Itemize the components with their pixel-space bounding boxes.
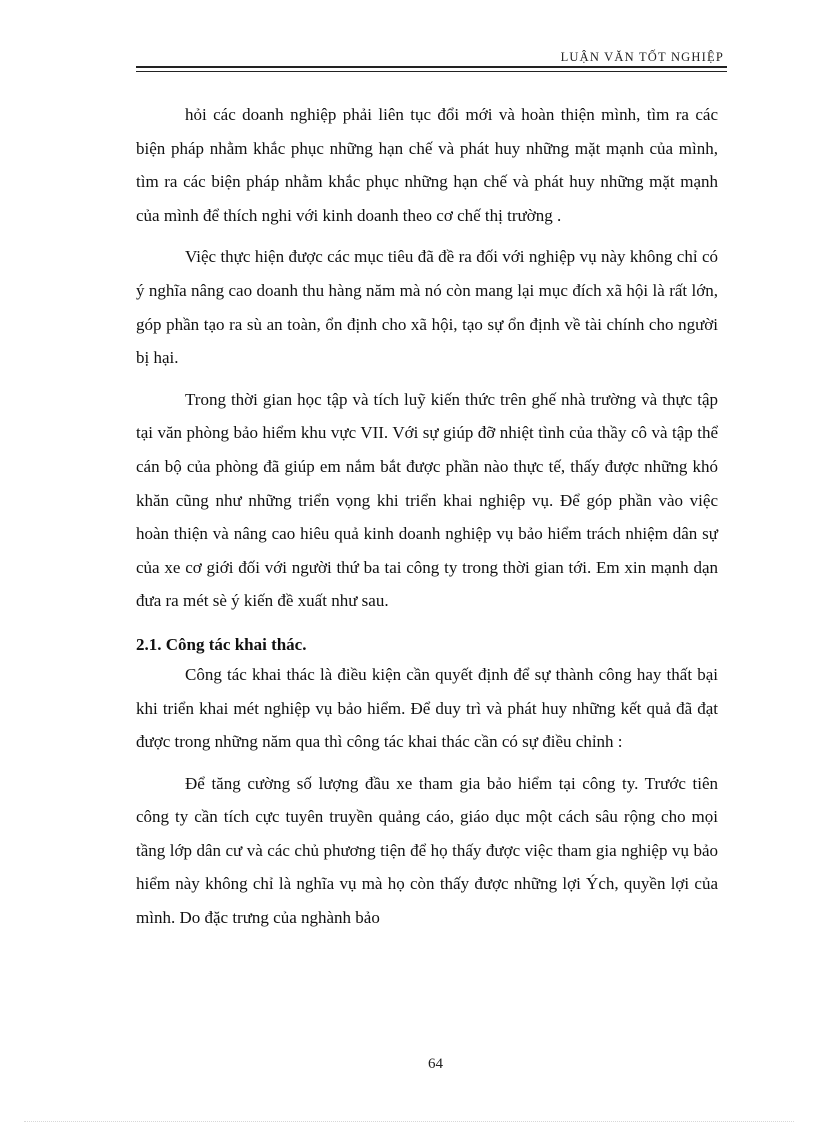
header-rule-thin <box>136 71 727 72</box>
running-header-title: LUẬN VĂN TỐT NGHIỆP <box>560 50 724 64</box>
section-paragraph-1: Công tác khai thác là điều kiện cần quyết định để sự thành công hay thất bại khi triển khai mét nghiệp vụ bảo hiểm. Để duy trì và phát huy những kết quả đã đạt được trong những năm qua thì công tác khai thác cần có sự điều chỉnh : <box>136 664 718 752</box>
section-heading: 2.1. Công tác khai thác. <box>136 634 307 654</box>
paragraph-3: Trong thời gian học tập và tích luỹ kiến thức trên ghế nhà trường và thực tập tại văn phòng bảo hiểm khu vực VII. Với sự giúp đỡ nhiệt tình của thầy cô và tập thể cán bộ của phòng đã giúp em nắm bắt được phần nào thực tế, thấy được những khó khăn cũng như những triển vọng khi triển khai nghiệp vụ. Để góp phần vào việc hoàn thiện và nâng cao hiêu quả kinh doanh nghiệp vụ bảo hiểm trách nhiệm dân sự của xe cơ giới đối với người thứ ba tai công ty trong thời gian tới. Em xin mạnh dạn đưa ra mét sè ý kiến đề xuất như sau. <box>136 389 718 611</box>
footer-dotted-line <box>24 1121 794 1122</box>
body-text <box>136 98 718 943</box>
paragraph-1: hỏi các doanh nghiệp phải liên tục đổi mới và hoàn thiện mình, tìm ra các biện pháp nhằm khắc phục những hạn chế và phát huy những mặt mạnh của mình, tìm ra các biện pháp nhằm khắc phục những hạn chế và phát huy những mặt mạnh của mình để thích nghi với kinh doanh theo cơ chế thị trường . <box>136 105 718 225</box>
paragraph-2: Việc thực hiện được các mục tiêu đã đề ra đối với nghiệp vụ này không chỉ có ý nghĩa nâng cao doanh thu hàng năm mà nó còn mang lại mục đích xã hội là rất lớn, góp phần tạo ra sù an toàn, ổn định cho xã hội, tạo sự ổn định về tài chính cho người bị hại. <box>136 247 718 368</box>
header-rule-thick <box>136 66 727 68</box>
section-paragraph-2: Để tăng cường số lượng đầu xe tham gia bảo hiểm tại công ty. Trước tiên công ty cần tích cực tuyên truyền quảng cáo, giáo dục một cách sâu rộng cho mọi tầng lớp dân cư và các chủ phương tiện để họ thấy được việc tham gia nghiệp vụ bảo hiểm này không chỉ là nghĩa vụ mà họ còn thấy được những lợi Ých, quyền lợi của mình. Do đặc trưng của nghành bảo <box>136 773 718 928</box>
page-number: 64 <box>428 1056 443 1072</box>
